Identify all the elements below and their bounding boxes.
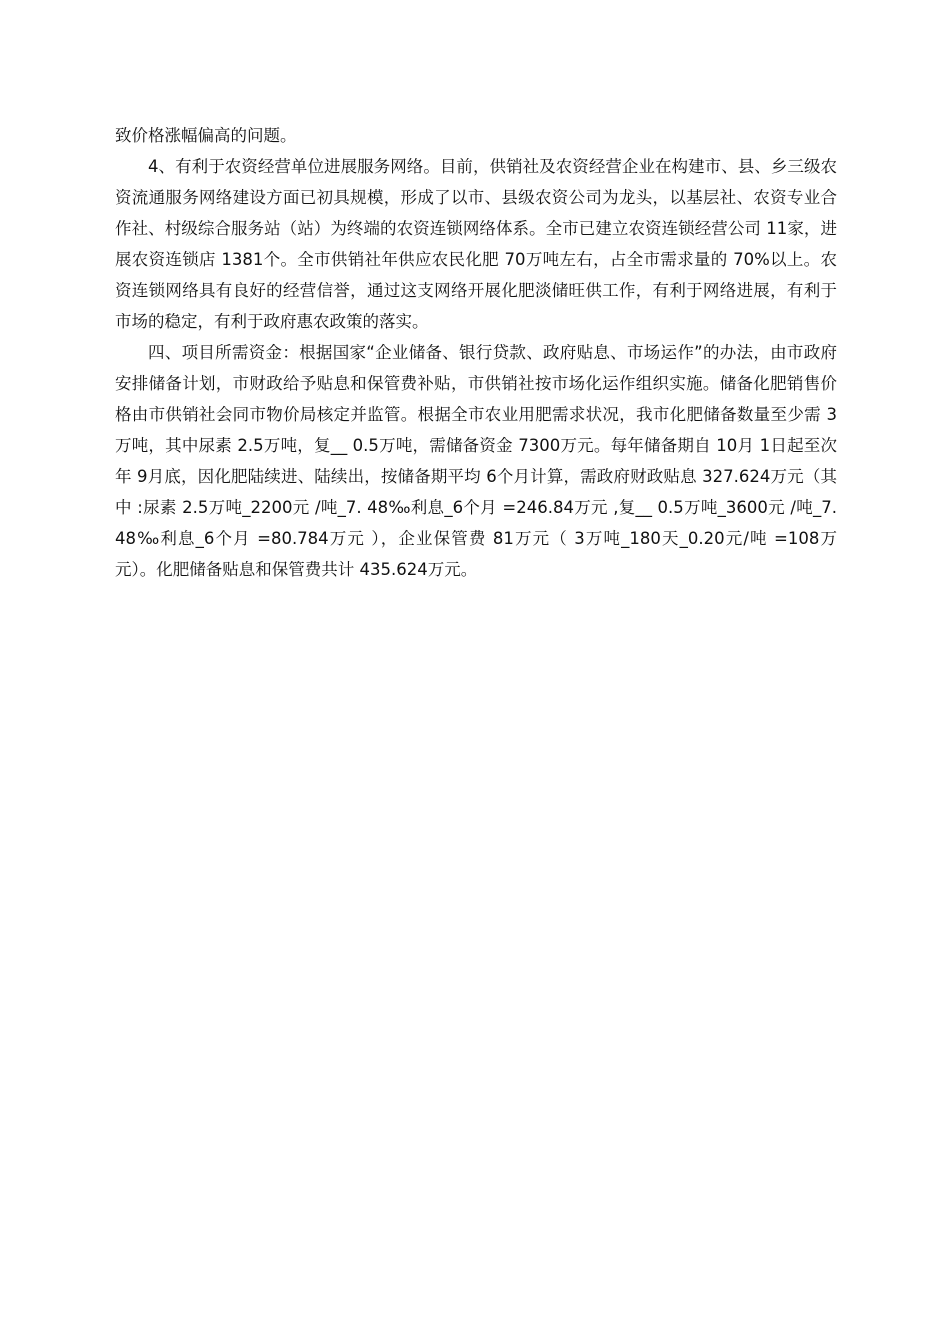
paragraph-price-issue: 致价格涨幅偏高的问题。 [115, 126, 297, 145]
paragraph-service-network: 4、有利于农资经营单位进展服务网络。目前，供销社及农资经营企业在构建市、县、乡三级农资流通服务网络建设方面已初具规模，形成了以市、县级农资公司为龙头，以基层社、农资专业合作社、村级综合服务站（站）为终端的农资连锁网络体系。全市已建立农资连锁经营公司 11家，进展农资连锁店 1381个。全市供销社年供应农民化肥 70万吨左右，占全市需求量的 70%以上。农资连锁网络具有良好的经营信誉，通过这支网络开展化肥淡储旺供工作，有利于网络进展，有利于市场的稳定，有利于政府惠农政策的落实。 [115, 157, 837, 331]
document-body [115, 120, 837, 585]
paragraph-project-funding: 四、项目所需资金：根据国家“企业储备、银行贷款、政府贴息、市场运作”的办法，由市政府安排储备计划，市财政给予贴息和保管费补贴，市供销社按市场化运作组织实施。储备化肥销售价格由市供销社会同市物价局核定并监管。根据全市农业用肥需求状况，我市化肥储备数量至少需 3万吨，其中尿素 2.5万吨，复__ 0.5万吨，需储备资金 7300万元。每年储备期自 10月 1日起至次年 9月底，因化肥陆续进、陆续出，按储备期平均 6个月计算，需政府财政贴息 327.624万元（其中 :尿素 2.5万吨_2200元 /吨_7. 48‰利息_6个月 =246.84万元 ,复__ 0.5万吨_3600元 /吨_7.48‰利息_6个月 =80.784万元 ），企业保管费 81万元（ 3万吨_180天_0.20元/吨 =108万元）。化肥储备贴息和保管费共计 435.624万元。 [115, 343, 837, 579]
